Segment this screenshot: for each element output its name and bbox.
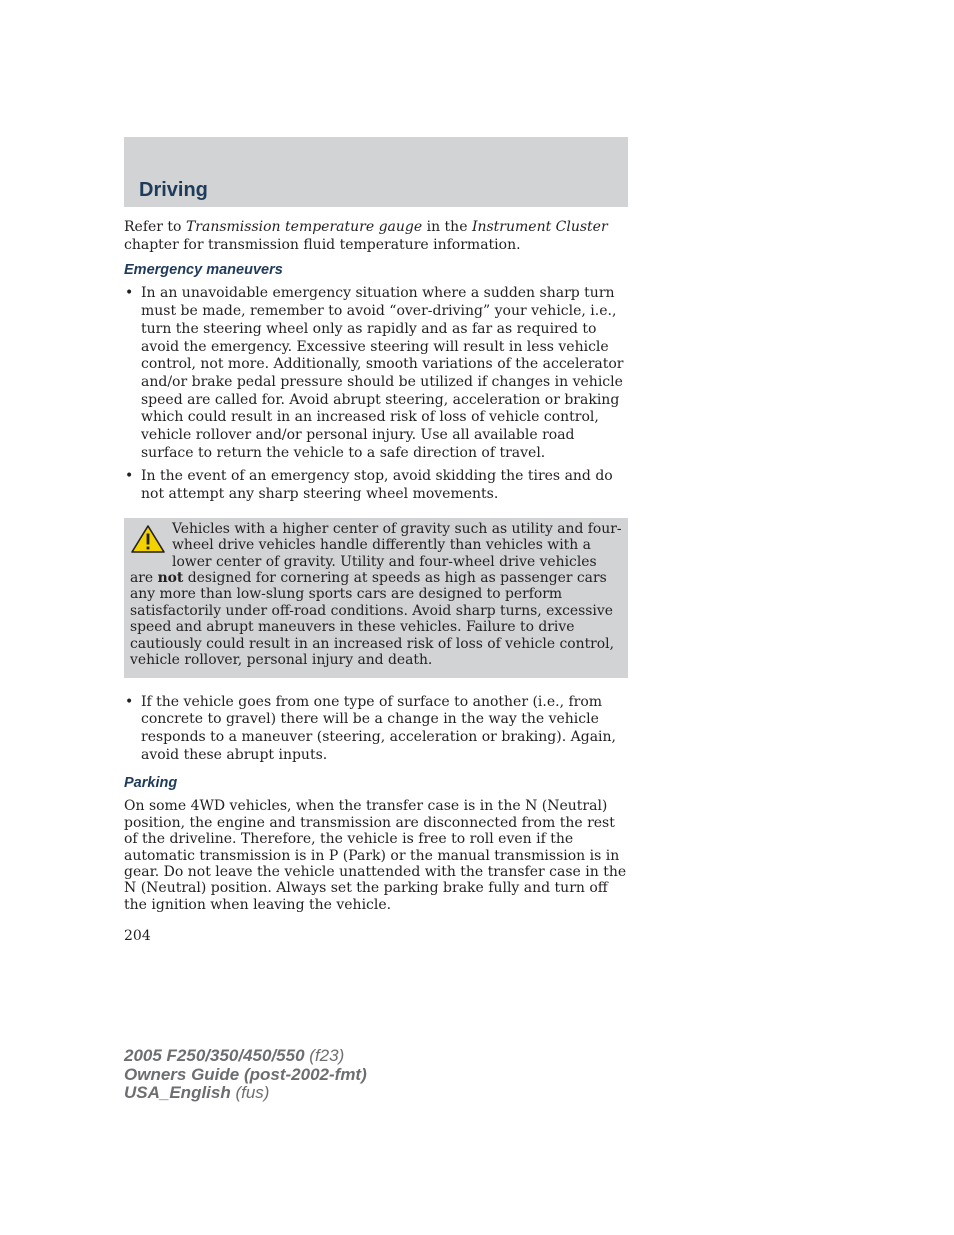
intro-paragraph: Refer to Transmission temperature gauge in the Instrument Cluster chapter for transmission fluid temperature information. bbox=[124, 219, 608, 253]
bullet-item: • In the event of an emergency stop, avoid skidding the tires and do not attempt any sharp steering wheel movements. bbox=[125, 468, 613, 503]
bullet-item: • In an unavoidable emergency situation where a sudden sharp turn must be made, remember to avoid “over-driving” your vehicle, i.e., turn the steering wheel only as rapidly and as far as required to avoid the emergency. Excessive steering will result in less vehicle control, not more. Additionally, smooth variations of the accelerator and/or brake pedal pressure should be utilized if changes in vehicle speed are called for. Avoid abrupt steering, acceleration or braking which could result in an increased risk of loss of vehicle control, vehicle rollover and/or personal injury. Use all available road surface to return the vehicle to a safe direction of travel. bbox=[125, 285, 624, 461]
bullet-dot: • bbox=[125, 285, 134, 302]
page-number: 204 bbox=[124, 928, 151, 945]
footer-language-line: USA_English (fus) bbox=[124, 1083, 270, 1102]
emergency-bullet-list bbox=[124, 285, 628, 503]
page-content bbox=[124, 219, 628, 946]
section-title: Driving bbox=[139, 179, 208, 201]
footer-guide-line: Owners Guide (post-2002-fmt) bbox=[124, 1064, 367, 1084]
bullet-dot: • bbox=[125, 468, 134, 485]
surface-bullet-list bbox=[124, 694, 628, 765]
emergency-maneuvers-heading: Emergency maneuvers bbox=[124, 262, 283, 279]
parking-heading: Parking bbox=[124, 775, 178, 792]
instrument-cluster-reference: Instrument Cluster bbox=[471, 219, 608, 235]
warning-box: Vehicles with a higher center of gravity such as utility and four-wheel drive vehicles handle differently than vehicles with a lower center of gravity. Utility and four-wheel drive vehicles are not designed for cornering at speeds as high as passenger cars any more than low-slung sports cars are designed to perform satisfactorily under off-road conditions. Avoid sharp turns, excessive speed and abrupt maneuvers in these vehicles. Failure to drive cautiously could result in an increased risk of loss of vehicle control, vehicle rollover, personal injury and death. bbox=[124, 518, 628, 678]
bullet-item: • If the vehicle goes from one type of surface to another (i.e., from concrete to gravel) there will be a change in the way the vehicle responds to a maneuver (steering, acceleration or braking). Again, avoid these abrupt inputs. bbox=[125, 693, 616, 763]
transmission-gauge-reference: Transmission temperature gauge bbox=[185, 219, 423, 235]
warning-emphasis: not bbox=[157, 570, 184, 587]
document-footer bbox=[124, 1047, 367, 1103]
footer-model-line: 2005 F250/350/450/550 (f23) bbox=[124, 1046, 345, 1065]
warning-triangle-icon bbox=[130, 524, 166, 554]
bullet-dot: • bbox=[125, 693, 134, 710]
section-header bbox=[124, 137, 628, 207]
warning-text: Vehicles with a higher center of gravity such as utility and four-wheel drive vehicles handle differently than vehicles with a lower center of gravity. Utility and four-wheel drive vehicles are bbox=[130, 520, 622, 587]
parking-paragraph: On some 4WD vehicles, when the transfer case is in the N (Neutral) position, the engine and transmission are disconnected from the rest of the driveline. Therefore, the vehicle is free to roll even if the automatic transmission is in P (Park) or the manual transmission is in gear. Do not leave the vehicle unattended with the transfer case in the N (Neutral) position. Always set the parking brake fully and turn off the ignition when leaving the vehicle. bbox=[124, 798, 627, 913]
